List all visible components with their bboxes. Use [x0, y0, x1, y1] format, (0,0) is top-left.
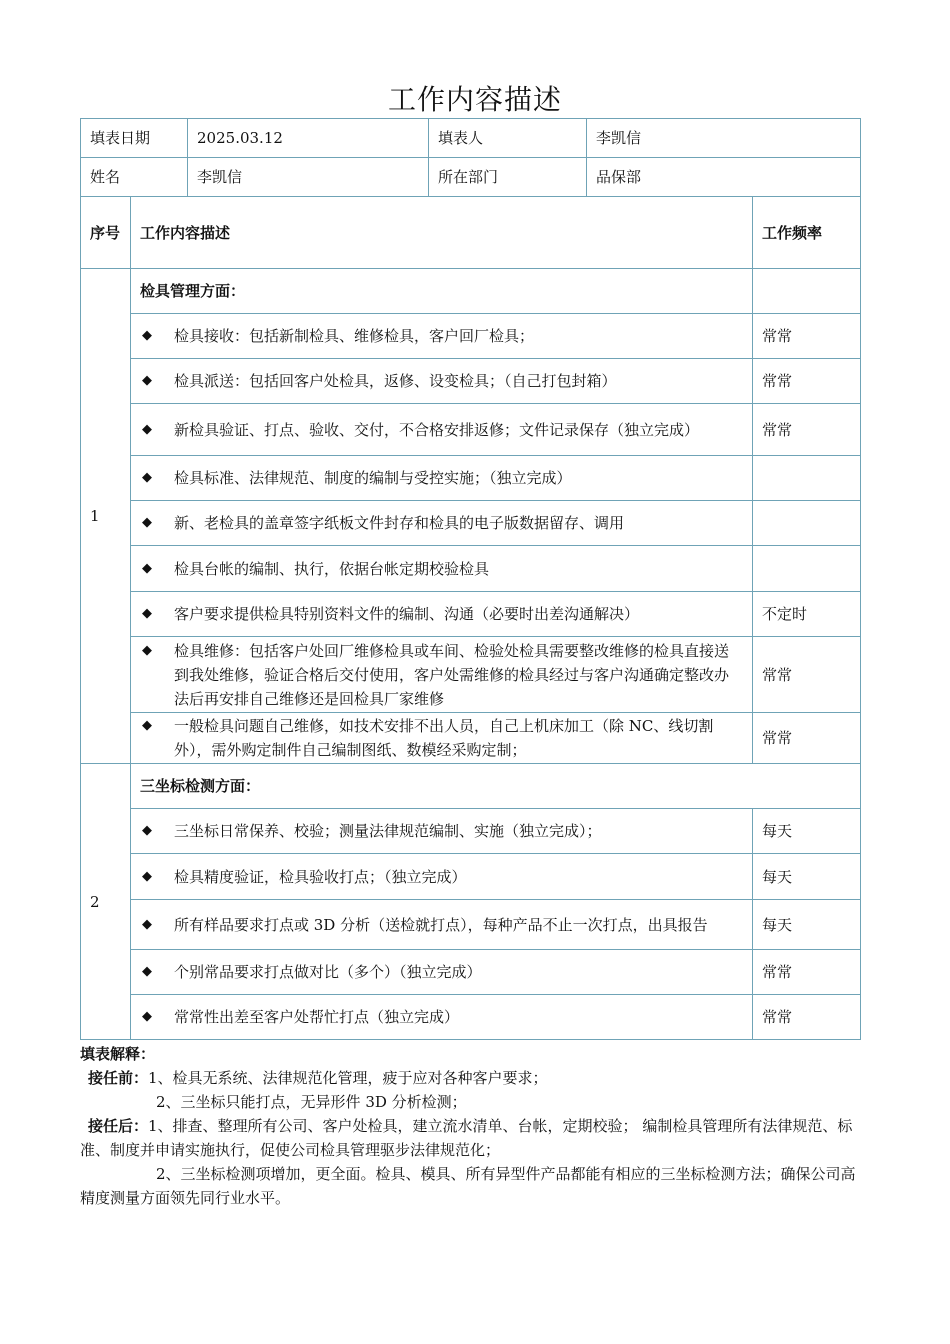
table-row — [81, 637, 861, 713]
diamond-bullet-icon: ◆ — [142, 606, 152, 621]
item-frequency: 每天 — [753, 900, 861, 950]
item-text: 常常性出差至客户处帮忙打点（独立完成） — [174, 1008, 460, 1026]
item-text: 检具派送：包括回客户处检具，返修、设变检具；（自己打包封箱） — [174, 372, 617, 390]
item-frequency: 常常 — [753, 404, 861, 456]
desc-header: 工作内容描述 — [131, 197, 753, 269]
item-text: 新检具验证、打点、验收、交付，不合格安排返修；文件记录保存（独立完成） — [174, 420, 700, 439]
item-frequency — [753, 546, 861, 592]
table-row — [81, 592, 861, 637]
item-text: 检具台帐的编制、执行，依据台帐定期校验检具 — [174, 559, 490, 578]
table-row — [81, 809, 861, 854]
section2-heading: 三坐标检测方面： — [131, 764, 861, 809]
header-row-name — [81, 158, 861, 197]
name-value: 李凯信 — [188, 158, 429, 197]
item-frequency: 不定时 — [753, 592, 861, 637]
seq-header: 序号 — [81, 197, 131, 269]
notes-after-1 — [80, 1114, 862, 1162]
item-frequency: 常常 — [753, 950, 861, 995]
item-frequency: 常常 — [753, 314, 861, 359]
diamond-bullet-icon: ◆ — [142, 868, 152, 884]
work-description-table — [80, 118, 861, 1040]
table-row — [81, 854, 861, 900]
date-value: 2025.03.12 — [188, 119, 429, 158]
dept-label: 所在部门 — [429, 158, 587, 197]
section2-number: 2 — [81, 764, 131, 1040]
header-row-date — [81, 119, 861, 158]
diamond-bullet-icon: ◆ — [142, 470, 152, 485]
item-text: 新、老检具的盖章签字纸板文件封存和检具的电子版数据留存、调用 — [174, 514, 625, 532]
item-frequency — [753, 501, 861, 546]
diamond-bullet-icon: ◆ — [142, 718, 152, 733]
item-text: 检具维修：包括客户处回厂维修检具或车间、检验处检具需要整改维修的检具直接送到我处维修，验证合格后交付使用，客户处需维修的检具经过与客户沟通确定整改办法后再安排自己维修还是回检具厂家维修 — [174, 641, 730, 708]
item-frequency: 每天 — [753, 809, 861, 854]
diamond-bullet-icon: ◆ — [142, 328, 152, 343]
section1-heading-row — [81, 269, 861, 314]
item-text: 三坐标日常保养、校验；测量法律规范编制、实施（独立完成）； — [174, 822, 602, 840]
item-text: 所有样品要求打点或 3D 分析（送检就打点），每种产品不止一次打点，出具报告 — [174, 915, 708, 934]
diamond-bullet-icon: ◆ — [142, 421, 152, 437]
table-row — [81, 713, 861, 764]
item-frequency: 常常 — [753, 359, 861, 404]
item-frequency — [753, 456, 861, 501]
name-label: 姓名 — [81, 158, 188, 197]
before-item-2: 2、三坐标只能打点，无异形件 3D 分析检测； — [156, 1093, 467, 1111]
diamond-bullet-icon: ◆ — [142, 916, 152, 932]
table-row — [81, 501, 861, 546]
column-header-row — [81, 197, 861, 269]
before-label: 接任前： — [88, 1069, 149, 1087]
notes-before-1 — [80, 1066, 862, 1090]
table-row — [81, 950, 861, 995]
section1-number: 1 — [81, 269, 131, 764]
after-item-2: 2、三坐标检测项增加，更全面。检具、模具、所有异型件产品都能有相应的三坐标检测方法；确保公司高精度测量方面领先同行业水平。 — [80, 1165, 856, 1207]
filler-value: 李凯信 — [587, 119, 861, 158]
diamond-bullet-icon: ◆ — [142, 1009, 152, 1024]
dept-value: 品保部 — [587, 158, 861, 197]
item-frequency: 常常 — [753, 637, 861, 713]
after-label: 接任后： — [88, 1117, 149, 1135]
item-frequency: 每天 — [753, 854, 861, 900]
section2-heading-row — [81, 764, 861, 809]
item-text: 客户要求提供检具特别资料文件的编制、沟通（必要时出差沟通解决） — [174, 605, 640, 623]
page-title: 工作内容描述 — [387, 83, 562, 116]
item-text: 检具标准、法律规范、制度的编制与受控实施；（独立完成） — [174, 469, 572, 487]
table-row — [81, 404, 861, 456]
item-text: 检具精度验证，检具验收打点；（独立完成） — [174, 867, 467, 886]
notes-title: 填表解释： — [80, 1045, 156, 1063]
item-text: 检具接收：包括新制检具、维修检具，客户回厂检具； — [174, 327, 535, 345]
diamond-bullet-icon: ◆ — [142, 373, 152, 388]
item-text: 一般检具问题自己维修，如技术安排不出人员，自己上机床加工（除 NC、线切割外），需外购定制件自己编制图纸、数模经采购定制； — [174, 717, 714, 759]
diamond-bullet-icon: ◆ — [142, 823, 152, 838]
table-row — [81, 995, 861, 1040]
date-label: 填表日期 — [81, 119, 188, 158]
after-item-1: 1、排查、整理所有公司、客户处检具，建立流水清单、台帐，定期校验； 编制检具管理所有法律规范、标准、制度并申请实施执行，促使公司检具管理驱步法律规范化； — [80, 1117, 853, 1159]
notes-section — [80, 1042, 862, 1210]
diamond-bullet-icon: ◆ — [142, 642, 152, 658]
filler-label: 填表人 — [429, 119, 587, 158]
before-item-1: 1、检具无系统、法律规范化管理，疲于应对各种客户要求； — [148, 1069, 548, 1087]
item-text: 个别常品要求打点做对比（多个）（独立完成） — [174, 963, 482, 981]
section1-heading: 检具管理方面： — [131, 269, 753, 314]
item-frequency: 常常 — [753, 713, 861, 764]
item-frequency: 常常 — [753, 995, 861, 1040]
table-row — [81, 900, 861, 950]
table-row — [81, 546, 861, 592]
section1-heading-freq — [753, 269, 861, 314]
table-row — [81, 359, 861, 404]
table-row — [81, 314, 861, 359]
freq-header: 工作频率 — [753, 197, 861, 269]
table-row — [81, 456, 861, 501]
diamond-bullet-icon: ◆ — [142, 964, 152, 979]
diamond-bullet-icon: ◆ — [142, 560, 152, 576]
diamond-bullet-icon: ◆ — [142, 515, 152, 530]
